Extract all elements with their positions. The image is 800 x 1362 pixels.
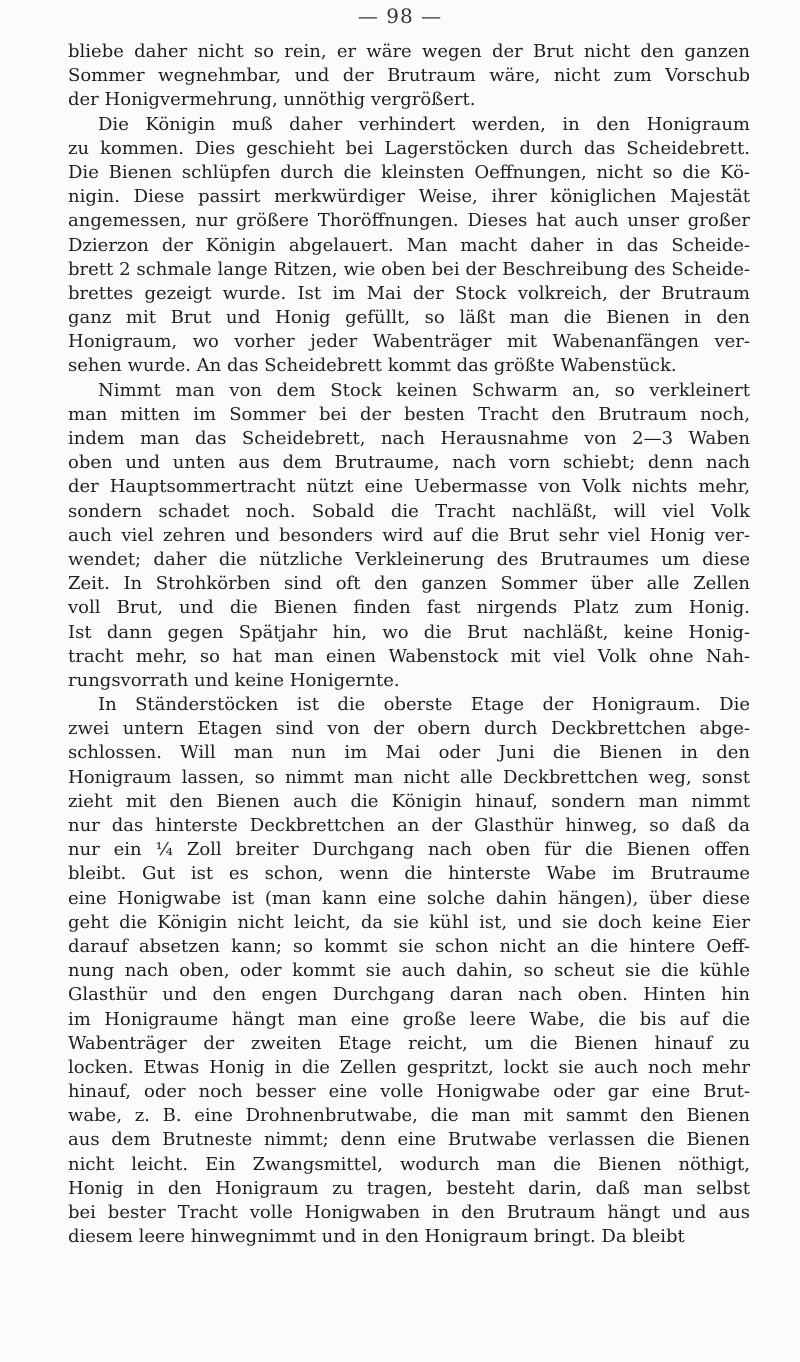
text-line: brett 2 schmale lange Ritzen, wie oben bei der Beschreibung des Scheide- — [68, 258, 750, 280]
text-line: Die Bienen schlüpfen durch die kleinsten Oeffnungen, nicht so die Kö- — [68, 161, 750, 183]
text-line: diesem leere hinwegnimmt und in den Honigraum bringt. Da bleibt — [68, 1226, 685, 1248]
text-line: hinauf, oder noch besser eine volle Honigwabe oder gar eine Brut- — [68, 1081, 750, 1103]
text-line: zwei untern Etagen sind von der obern durch Deckbrettchen abge- — [68, 718, 750, 740]
paragraph — [68, 693, 750, 1249]
text-line: Honigraum lassen, so nimmt man nicht alle Deckbrettchen weg, sonst — [68, 766, 750, 788]
text-line: Glasthür und den engen Durchgang daran nach oben. Hinten hin — [68, 984, 750, 1006]
text-line: brettes gezeigt wurde. Ist im Mai der Stock volkreich, der Brutraum — [68, 282, 750, 304]
text-line: schlossen. Will man nun im Mai oder Juni die Bienen in den — [68, 742, 750, 764]
text-line: wendet; daher die nützliche Verkleinerung des Brutraumes um diese — [68, 548, 750, 570]
text-line: oben und unten aus dem Brutraume, nach vorn schiebt; denn nach — [68, 452, 750, 474]
paragraph — [68, 40, 750, 113]
text-line: locken. Etwas Honig in die Zellen gespritzt, lockt sie auch noch mehr — [68, 1056, 750, 1078]
text-line: auch viel zehren und besonders wird auf die Brut sehr viel Honig ver- — [68, 524, 750, 546]
text-line: im Honigraume hängt man eine große leere Wabe, die bis auf die — [68, 1008, 750, 1030]
text-line: nung nach oben, oder kommt sie auch dahin, so scheut sie die kühle — [68, 960, 750, 982]
body-text — [68, 40, 750, 1249]
text-line: Die Königin muß daher verhindert werden, in den Honigraum — [98, 113, 750, 135]
text-line: nicht leicht. Ein Zwangsmittel, wodurch man die Bienen nöthigt, — [68, 1153, 750, 1175]
text-line: In Ständerstöcken ist die oberste Etage der Honigraum. Die — [98, 694, 750, 716]
text-line: tracht mehr, so hat man einen Wabenstock mit viel Volk ohne Nah- — [68, 645, 750, 667]
text-line: Honig in den Honigraum zu tragen, besteht darin, daß man selbst — [68, 1177, 750, 1199]
text-line: voll Brut, und die Bienen finden fast nirgends Platz zum Honig. — [68, 597, 750, 619]
text-line: ganz mit Brut und Honig gefüllt, so läßt man die Bienen in den — [68, 307, 750, 329]
text-line: Ist dann gegen Spätjahr hin, wo die Brut nachläßt, keine Honig- — [68, 621, 750, 643]
text-line: eine Honigwabe ist (man kann eine solche dahin hängen), über diese — [68, 887, 750, 909]
text-line: Wabenträger der zweiten Etage reicht, um die Bienen hinauf zu — [68, 1032, 750, 1054]
text-line: bleibt. Gut ist es schon, wenn die hinterste Wabe im Brutraume — [68, 863, 750, 885]
text-line: darauf absetzen kann; so kommt sie schon nicht an die hintere Oeff- — [68, 935, 750, 957]
text-line: nigin. Diese passirt merkwürdiger Weise, ihrer königlichen Majestät — [68, 186, 750, 208]
text-line: zu kommen. Dies geschieht bei Lagerstöcken durch das Scheidebrett. — [68, 137, 750, 159]
text-line: wabe, z. B. eine Drohnenbrutwabe, die man mit sammt den Bienen — [68, 1105, 750, 1127]
text-line: der Hauptsommertracht nützt eine Uebermasse von Volk nichts mehr, — [68, 476, 750, 498]
text-line: nur ein ¼ Zoll breiter Durchgang nach oben für die Bienen offen — [68, 839, 750, 861]
text-line: der Honigvermehrung, unnöthig vergrößert. — [68, 89, 476, 111]
text-line: man mitten im Sommer bei der besten Tracht den Brutraum noch, — [68, 403, 750, 425]
text-line: sondern schadet noch. Sobald die Tracht nachläßt, will viel Volk — [68, 500, 750, 522]
text-line: Honigraum, wo vorher jeder Wabenträger mit Wabenanfängen ver- — [68, 331, 750, 353]
text-line: Dzierzon der Königin abgelauert. Man macht daher in das Scheide- — [68, 234, 750, 256]
text-line: sehen wurde. An das Scheidebrett kommt das größte Wabenstück. — [68, 355, 677, 377]
text-line: geht die Königin nicht leicht, da sie kühl ist, und sie doch keine Eier — [68, 911, 750, 933]
paragraph — [68, 113, 750, 379]
text-line: nur das hinterste Deckbrettchen an der Glasthür hinweg, so daß da — [68, 815, 750, 836]
text-line: aus dem Brutneste nimmt; denn eine Brutwabe verlassen die Bienen — [68, 1129, 750, 1151]
text-line: zieht mit den Bienen auch die Königin hinauf, sondern man nimmt — [68, 790, 750, 812]
paragraph — [68, 379, 750, 693]
page-number: — 98 — — [357, 4, 443, 28]
text-line: Zeit. In Strohkörben sind oft den ganzen Sommer über alle Zellen — [68, 573, 750, 595]
text-line: Nimmt man von dem Stock keinen Schwarm an, so verkleinert — [98, 379, 750, 401]
text-line: bliebe daher nicht so rein, er wäre wegen der Brut nicht den ganzen — [68, 41, 750, 62]
text-line: angemessen, nur größere Thoröffnungen. Dieses hat auch unser großer — [68, 210, 750, 232]
text-line: rungsvorrath und keine Honigernte. — [68, 669, 400, 691]
text-line: bei bester Tracht volle Honigwaben in den Brutraum hängt und aus — [68, 1202, 750, 1223]
text-line: indem man das Scheidebrett, nach Herausnahme von 2—3 Waben — [68, 428, 750, 449]
text-line: Sommer wegnehmbar, und der Brutraum wäre, nicht zum Vorschub — [68, 65, 750, 87]
